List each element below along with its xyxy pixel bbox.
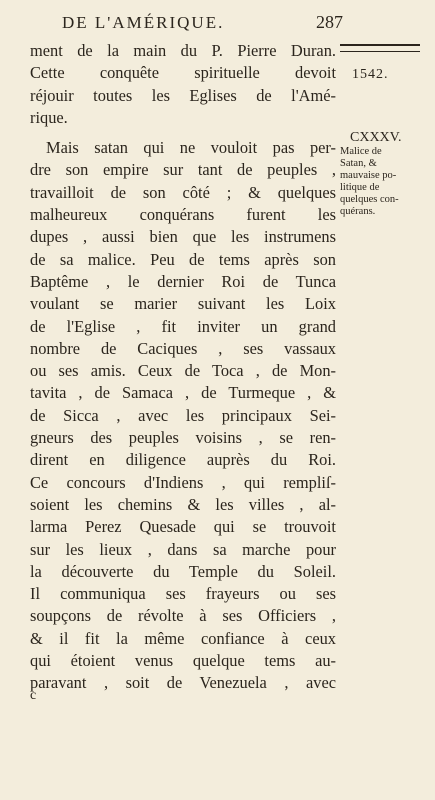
text-line: larma Perez Quesade qui se trouvoit [30, 517, 336, 537]
text-line: soient les chemins & les villes , al- [30, 494, 336, 514]
margin-note [340, 146, 422, 218]
body-text [30, 40, 336, 703]
margin-note-number: CXXXV. [350, 130, 402, 145]
text-line: de l'Eglise , fit inviter un grand [30, 316, 336, 336]
text-line: paravant , soit de Venezuela , avec [30, 673, 336, 693]
page-header [62, 12, 413, 36]
text-line: dupes , aussi bien que les instrumens [30, 227, 336, 247]
page-number: 287 [316, 12, 343, 32]
text-line: Baptême , le dernier Roi de Tunca [30, 271, 336, 291]
margin-note-line: quérans. [340, 206, 376, 217]
text-line: dre son empire sur tant de peuples , [30, 160, 336, 180]
text-line: sur les lieux , dans sa marche pour [30, 539, 336, 559]
text-line: de Sicca , avec les principaux Sei- [30, 405, 336, 425]
text-line: gneurs des peuples voisins , se ren- [30, 428, 336, 448]
text-line: réjouir toutes les Eglises de l'Amé- [30, 85, 336, 105]
text-line: qui étoient venus quelque tems au- [30, 651, 336, 671]
paragraph-2 [30, 137, 336, 694]
margin-note-line: quelques con- [340, 194, 399, 205]
text-line: dirent en diligence auprès du Roi. [30, 450, 336, 470]
margin-year: 1542. [352, 67, 389, 82]
text-line: nombre de Caciques , ses vassaux [30, 338, 336, 358]
text-line: ment de la main du P. Pierre Duran. [30, 41, 336, 60]
text-line: Cette conquête spirituelle devoit [30, 63, 336, 83]
catchword: c [30, 688, 37, 703]
text-line: soupçons de révolte à ses Officiers , [30, 606, 336, 626]
text-line: rique. [30, 107, 68, 127]
margin-note-line: Satan, & [340, 158, 377, 169]
text-line: voulant se marier suivant les Loix [30, 294, 336, 314]
margin-rule [340, 44, 420, 52]
text-line: Ce concours d'Indiens , qui rempliſ- [30, 472, 336, 492]
margin-note-line: litique de [340, 182, 380, 193]
text-line: la découverte du Temple du Soleil. [30, 561, 336, 581]
text-line: Mais satan qui ne vouloit pas per- [46, 138, 336, 158]
text-line: de sa malice. Peu de tems après son [30, 249, 336, 269]
text-line: Il communiqua ses frayeurs ou ses [30, 584, 336, 604]
text-line: travailloit de son côté ; & quelques [30, 182, 336, 202]
paragraph-1 [30, 40, 336, 129]
margin-note-line: Malice de [340, 146, 382, 157]
text-line: & il fit la même confiance à ceux [30, 628, 336, 648]
text-line: tavita , de Samaca , de Turmeque , & [30, 383, 336, 403]
running-head: DE L'AMÉRIQUE. [62, 13, 225, 32]
margin-note-line: mauvaise po- [340, 170, 397, 181]
text-line: ou ses amis. Ceux de Toca , de Mon- [30, 361, 336, 381]
text-line: malheureux conquérans furent les [30, 205, 336, 225]
